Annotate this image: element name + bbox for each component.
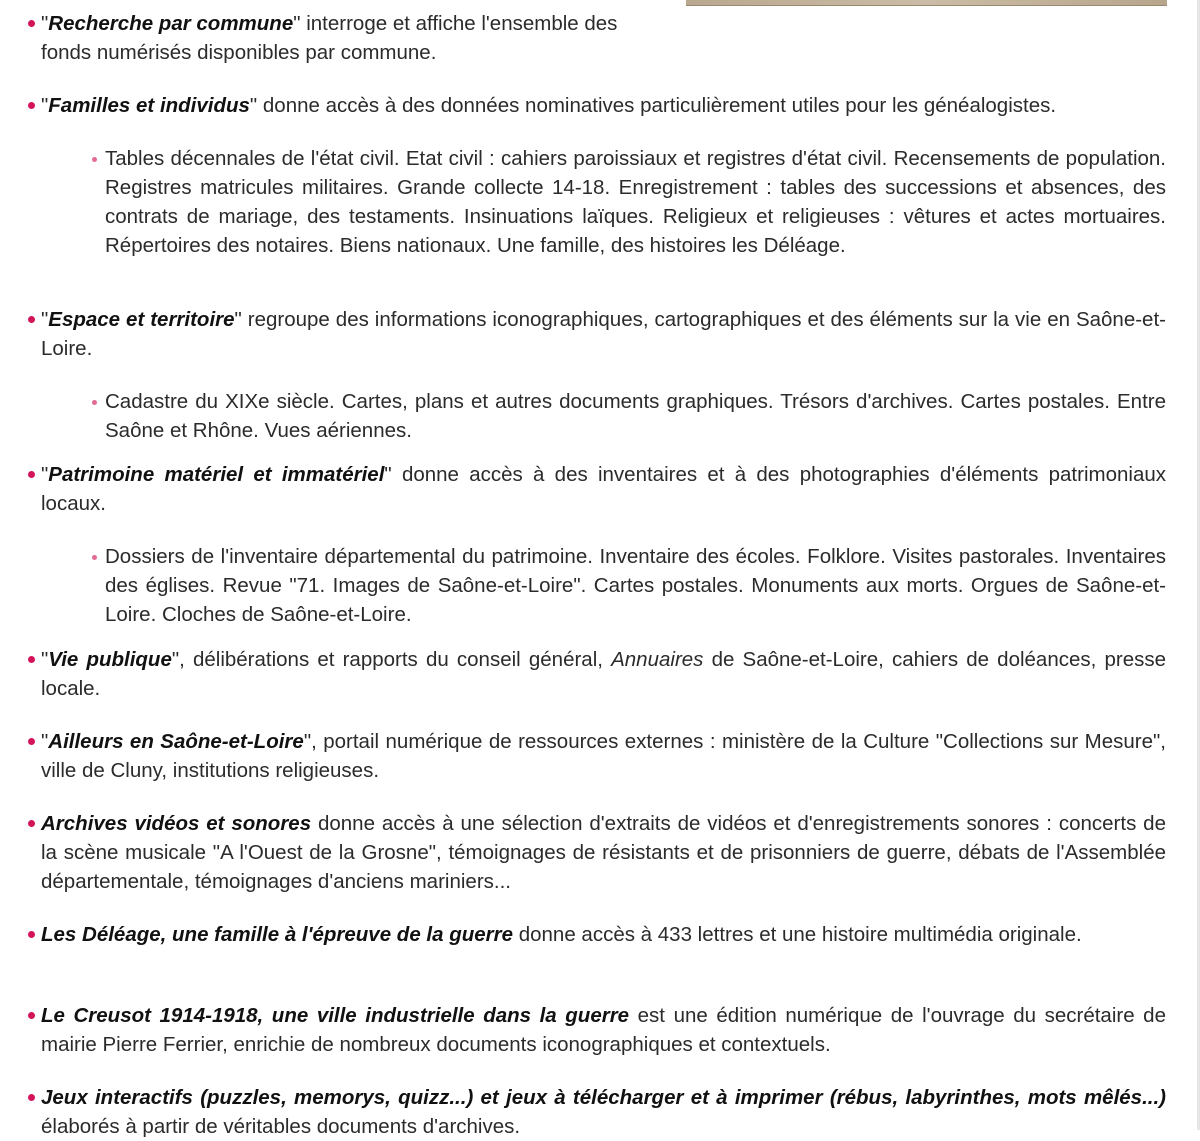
- sub-bullet-icon: [92, 400, 97, 405]
- annuaires-italic: Annuaires: [611, 648, 704, 671]
- list-item-ailleurs: [41, 727, 1166, 785]
- item-title-link[interactable]: Recherche par commune: [48, 12, 294, 35]
- bullet-icon: [28, 738, 35, 745]
- item-description: donne accès à des inventaires et à des photographies d'éléments patrimoniaux locaux.: [41, 463, 1166, 515]
- bullet-icon: [28, 820, 35, 827]
- bullet-icon: [28, 1094, 35, 1101]
- item-title-link[interactable]: Les Déléage, une famille à l'épreuve de la guerre: [41, 923, 514, 946]
- sub-item-text: Dossiers de l'inventaire départemental du patrimoine. Inventaire des écoles. Folklore. Visites pastorales. Inventaires des églises. Revue "71. Images de Saône-et-Loire". Cartes postales. Monuments aux morts. Orgues de Saône-et-Loire. Cloches de Saône-et-Loire.: [105, 545, 1166, 626]
- list-item-patrimoine: [41, 460, 1166, 518]
- list-item-vie-publique: [41, 645, 1166, 703]
- bullet-icon: [28, 471, 35, 478]
- item-title-link[interactable]: Espace et territoire: [48, 308, 235, 331]
- item-title-link[interactable]: Ailleurs en Saône-et-Loire: [48, 730, 304, 753]
- item-description: , délibérations et rapports du conseil général,: [179, 648, 612, 671]
- item-description: élaborés à partir de véritables documents d'archives.: [41, 1115, 521, 1138]
- sub-bullet-icon: [92, 157, 97, 162]
- item-description: , portail numérique de ressources externes : ministère de la Culture "Collections sur Mesure", ville de Cluny, institutions religieuses.: [41, 730, 1166, 782]
- item-description: donne accès à des données nominatives particulièrement utiles pour les généalogistes.: [257, 94, 1057, 117]
- quote: ": [384, 463, 392, 486]
- bullet-icon: [28, 1012, 35, 1019]
- bullet-icon: [28, 316, 35, 323]
- quote: ": [41, 463, 49, 486]
- sublist-item-familles: [105, 144, 1166, 260]
- quote: ": [249, 94, 258, 117]
- bullet-icon: [28, 656, 35, 663]
- bullet-icon: [28, 20, 35, 27]
- item-description: regroupe des informations iconographiques, cartographiques et des éléments sur la vie en Saône-et-Loire.: [41, 308, 1166, 360]
- list-item-recherche-commune: [41, 9, 646, 67]
- quote: ": [41, 94, 49, 117]
- list-item-jeux: [41, 1083, 1166, 1141]
- quote: ": [41, 730, 49, 753]
- list-item-familles-individus: [41, 91, 1166, 120]
- list-item-archives-videos: [41, 809, 1166, 896]
- sublist-item-patrimoine: [105, 542, 1166, 629]
- sub-item-text: Cadastre du XIXe siècle. Cartes, plans et autres documents graphiques. Trésors d'archives. Cartes postales. Entre Saône et Rhône. Vues aériennes.: [105, 390, 1166, 442]
- item-description: interroge et affiche l'ensemble des fonds numérisés disponibles par commune.: [41, 12, 618, 64]
- item-description: est une édition numérique de l'ouvrage du secrétaire de mairie Pierre Ferrier, enrichie de nombreux documents iconographiques et contextuels.: [41, 1004, 1166, 1056]
- quote: ": [234, 308, 242, 331]
- item-title-link[interactable]: Vie publique: [48, 648, 172, 671]
- quote: ": [41, 308, 49, 331]
- item-description: donne accès à 433 lettres et une histoire multimédia originale.: [513, 923, 1082, 946]
- item-title-link[interactable]: Le Creusot 1914-1918, une ville industrielle dans la guerre: [41, 1004, 630, 1027]
- item-description-end: de Saône-et-Loire, cahiers de doléances, presse locale.: [41, 648, 1166, 700]
- item-title-link[interactable]: Archives vidéos et sonores: [41, 812, 312, 835]
- quote: ": [303, 730, 312, 753]
- sub-item-text: Tables décennales de l'état civil. Etat civil : cahiers paroissiaux et registres d'état civil. Recensements de population. Registres matricules militaires. Grande collecte 14-18. Enregistrement : tables des successions et absences, des contrats de mariage, des testaments. Insinuations laïques. Religieux et religieuses : vêtures et actes mortuaires. Répertoires des notaires. Biens nationaux. Une famille, des histoires les Déléage.: [105, 147, 1166, 257]
- list-item-espace-territoire: [41, 305, 1166, 363]
- item-title-link[interactable]: Patrimoine matériel et immatériel: [48, 463, 385, 486]
- quote: ": [171, 648, 180, 671]
- sub-bullet-icon: [92, 555, 97, 560]
- item-title-link[interactable]: Jeux interactifs (puzzles, memorys, quizz...) et jeux à télécharger et à imprimer (rébus, labyrinthes, mots mêlés...): [41, 1086, 1166, 1109]
- item-title-link[interactable]: Familles et individus: [48, 94, 250, 117]
- item-description: donne accès à une sélection d'extraits de vidéos et d'enregistrements sonores : concerts de la scène musicale "A l'Ouest de la Grosne", témoignages de résistants et de prisonniers de guerre, débats de l'Assemblée départementale, témoignages d'anciens mariniers...: [41, 812, 1166, 893]
- bullet-icon: [28, 102, 35, 109]
- bullet-icon: [28, 931, 35, 938]
- list-item-creusot: [41, 1001, 1166, 1059]
- quote: ": [41, 648, 49, 671]
- sublist-item-espace: [105, 387, 1166, 445]
- quote: ": [293, 12, 301, 35]
- list-item-deleage: [41, 920, 1166, 949]
- quote: ": [41, 12, 49, 35]
